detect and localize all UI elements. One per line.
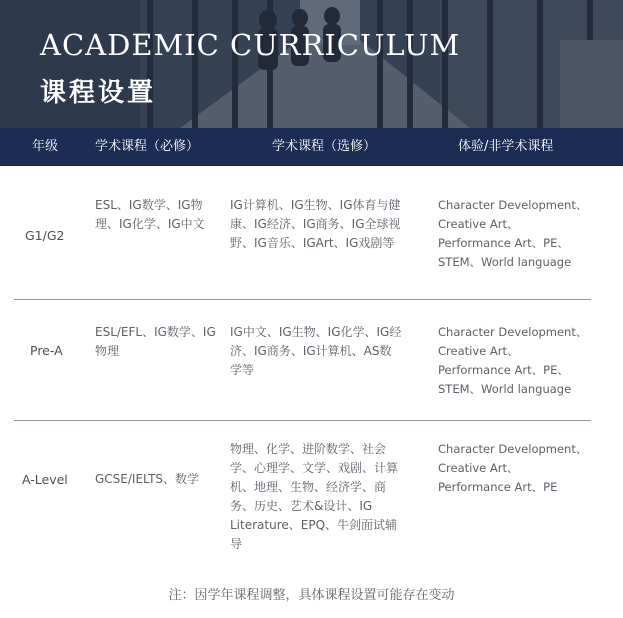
title-chinese: 课程设置 bbox=[40, 78, 157, 108]
column-header-required: 学术课程（必修） bbox=[95, 139, 200, 154]
experience-cell: Character Development、Creative Art、Performance Art、PE、STEM、World language bbox=[438, 325, 588, 396]
header-banner bbox=[0, 0, 623, 128]
required-cell: GCSE/IELTS、数学 bbox=[95, 472, 200, 486]
grade-cell: Pre-A bbox=[30, 343, 63, 358]
elective-cell: IG中文、IG生物、IG化学、IG经济、IG商务、IG计算机、AS数学等 bbox=[230, 325, 402, 377]
column-header-elective: 学术课程（选修） bbox=[272, 139, 377, 154]
experience-cell: Character Development、Creative Art、Performance Art、PE bbox=[438, 442, 588, 494]
grade-cell: G1/G2 bbox=[25, 228, 65, 243]
column-header-experience: 体验/非学术课程 bbox=[458, 139, 554, 154]
column-header-grade: 年级 bbox=[32, 139, 59, 154]
footnote: 注：因学年课程调整，具体课程设置可能存在变动 bbox=[168, 588, 455, 603]
row-divider bbox=[14, 420, 591, 421]
elective-cell: 物理、化学、进阶数学、社会学、心理学、文学、戏剧、计算机、地理、生物、经济学、商务、历史、艺术&设计、IG Literature、EPQ、牛剑面试辅导 bbox=[230, 442, 399, 551]
table-header bbox=[0, 128, 623, 166]
row-divider bbox=[14, 299, 591, 300]
title-english: ACADEMIC CURRICULUM bbox=[40, 28, 461, 62]
grade-cell: A-Level bbox=[22, 472, 68, 487]
experience-cell: Character Development、Creative Art、Performance Art、PE、STEM、World language bbox=[438, 198, 588, 269]
elective-cell: IG计算机、IG生物、IG体育与健康、IG经济、IG商务、IG全球视野、IG音乐、IGArt、IG戏剧等 bbox=[230, 198, 401, 250]
required-cell: ESL、IG数学、IG物理、IG化学、IG中文 bbox=[95, 198, 205, 231]
required-cell: ESL/EFL、IG数学、IG物理 bbox=[95, 325, 216, 358]
